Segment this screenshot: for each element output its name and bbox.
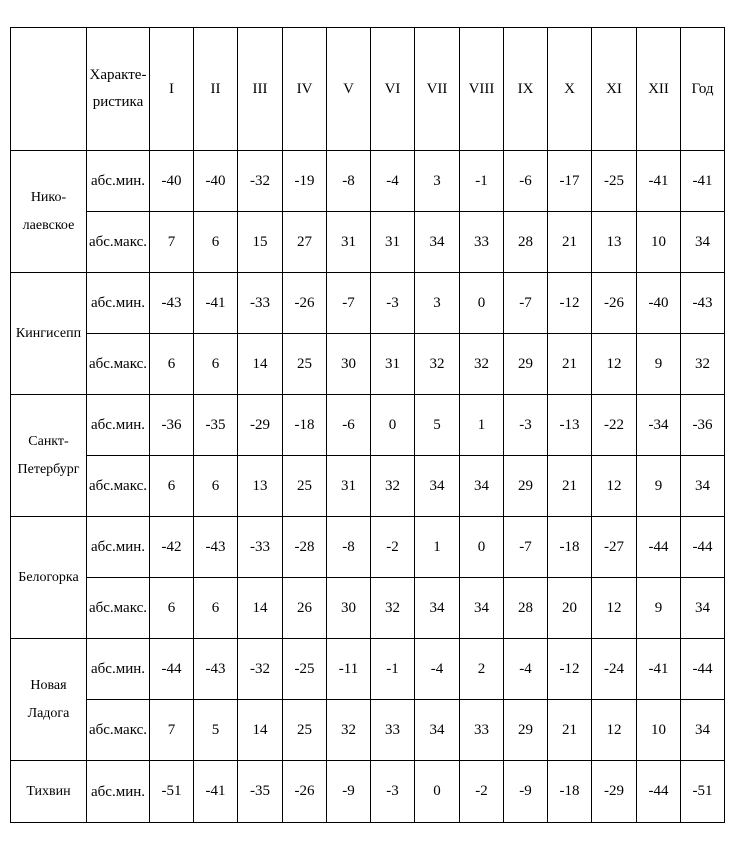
month-value-cell: 32 <box>460 334 504 395</box>
month-value-cell: -51 <box>150 761 194 823</box>
month-value-cell: -6 <box>504 151 548 212</box>
month-value-cell: 21 <box>548 212 592 273</box>
year-value-cell: -44 <box>681 517 725 578</box>
month-value-cell: 20 <box>548 578 592 639</box>
month-value-cell: -17 <box>548 151 592 212</box>
characteristic-cell: абс.макс. <box>87 456 150 517</box>
month-value-cell: 34 <box>415 456 460 517</box>
month-value-cell: -28 <box>283 517 327 578</box>
month-value-cell: 32 <box>327 700 371 761</box>
month-value-cell: -36 <box>150 395 194 456</box>
characteristic-cell: абс.мин. <box>87 273 150 334</box>
month-value-cell: 12 <box>592 700 637 761</box>
month-value-cell: 21 <box>548 456 592 517</box>
month-value-cell: -26 <box>283 273 327 334</box>
month-value-cell: -26 <box>283 761 327 823</box>
month-value-cell: -41 <box>637 151 681 212</box>
month-value-cell: -26 <box>592 273 637 334</box>
month-value-cell: -32 <box>238 151 283 212</box>
station-name-cell: Новая Ладога <box>11 639 87 761</box>
table-row <box>11 212 725 273</box>
month-value-cell: 25 <box>283 700 327 761</box>
month-value-cell: -34 <box>637 395 681 456</box>
month-value-cell: 32 <box>415 334 460 395</box>
month-value-cell: 0 <box>415 761 460 823</box>
table-row <box>11 334 725 395</box>
year-value-cell: 34 <box>681 456 725 517</box>
month-value-cell: 10 <box>637 700 681 761</box>
month-value-cell: 27 <box>283 212 327 273</box>
month-value-cell: 9 <box>637 456 681 517</box>
month-value-cell: -41 <box>637 639 681 700</box>
year-value-cell: -51 <box>681 761 725 823</box>
table-row <box>11 151 725 212</box>
month-value-cell: -6 <box>327 395 371 456</box>
month-value-cell: 31 <box>327 212 371 273</box>
month-value-cell: 31 <box>327 456 371 517</box>
month-value-cell: -8 <box>327 517 371 578</box>
characteristic-cell: абс.макс. <box>87 212 150 273</box>
month-value-cell: 0 <box>460 273 504 334</box>
month-value-cell: 28 <box>504 578 548 639</box>
month-value-cell: -18 <box>548 761 592 823</box>
month-header: VI <box>371 28 415 151</box>
month-value-cell: 12 <box>592 334 637 395</box>
characteristic-cell: абс.макс. <box>87 578 150 639</box>
month-value-cell: 7 <box>150 700 194 761</box>
month-value-cell: -4 <box>504 639 548 700</box>
month-value-cell: -44 <box>150 639 194 700</box>
characteristic-cell: абс.мин. <box>87 639 150 700</box>
month-value-cell: -41 <box>194 761 238 823</box>
month-value-cell: -44 <box>637 761 681 823</box>
table-row <box>11 761 725 823</box>
month-value-cell: -41 <box>194 273 238 334</box>
month-value-cell: -1 <box>371 639 415 700</box>
month-value-cell: -35 <box>194 395 238 456</box>
month-value-cell: -13 <box>548 395 592 456</box>
month-value-cell: -4 <box>371 151 415 212</box>
station-name-cell: Кингисепп <box>11 273 87 395</box>
year-value-cell: 34 <box>681 700 725 761</box>
station-header-cell <box>11 28 87 151</box>
month-value-cell: 32 <box>371 578 415 639</box>
month-header: XII <box>637 28 681 151</box>
month-header: VIII <box>460 28 504 151</box>
month-value-cell: 1 <box>415 517 460 578</box>
month-value-cell: 6 <box>194 578 238 639</box>
month-value-cell: 29 <box>504 334 548 395</box>
month-value-cell: -24 <box>592 639 637 700</box>
month-value-cell: -27 <box>592 517 637 578</box>
climate-extremes-table <box>10 27 725 823</box>
month-value-cell: -32 <box>238 639 283 700</box>
month-value-cell: 25 <box>283 456 327 517</box>
month-value-cell: -3 <box>371 273 415 334</box>
month-value-cell: 6 <box>194 334 238 395</box>
month-value-cell: 13 <box>238 456 283 517</box>
year-value-cell: 32 <box>681 334 725 395</box>
table-row <box>11 517 725 578</box>
month-value-cell: -29 <box>592 761 637 823</box>
characteristic-header: Характе-ристика <box>87 28 150 151</box>
month-value-cell: -18 <box>283 395 327 456</box>
month-header: IV <box>283 28 327 151</box>
month-value-cell: -33 <box>238 273 283 334</box>
month-value-cell: -25 <box>592 151 637 212</box>
month-value-cell: -7 <box>504 273 548 334</box>
month-value-cell: 31 <box>371 212 415 273</box>
station-name-cell: Тихвин <box>11 761 87 823</box>
year-value-cell: 34 <box>681 212 725 273</box>
month-value-cell: -19 <box>283 151 327 212</box>
month-value-cell: -2 <box>460 761 504 823</box>
month-value-cell: -18 <box>548 517 592 578</box>
month-value-cell: -8 <box>327 151 371 212</box>
year-value-cell: -43 <box>681 273 725 334</box>
month-value-cell: -43 <box>150 273 194 334</box>
month-value-cell: 3 <box>415 273 460 334</box>
month-value-cell: 31 <box>371 334 415 395</box>
year-header: Год <box>681 28 725 151</box>
table-row <box>11 700 725 761</box>
month-value-cell: 21 <box>548 334 592 395</box>
month-value-cell: 1 <box>460 395 504 456</box>
month-value-cell: -42 <box>150 517 194 578</box>
month-value-cell: 26 <box>283 578 327 639</box>
month-value-cell: 10 <box>637 212 681 273</box>
month-value-cell: 30 <box>327 578 371 639</box>
table-row <box>11 395 725 456</box>
month-value-cell: 9 <box>637 334 681 395</box>
month-value-cell: -4 <box>415 639 460 700</box>
year-value-cell: -36 <box>681 395 725 456</box>
month-value-cell: -7 <box>504 517 548 578</box>
month-value-cell: 28 <box>504 212 548 273</box>
month-header: X <box>548 28 592 151</box>
month-value-cell: 6 <box>194 212 238 273</box>
month-value-cell: 14 <box>238 578 283 639</box>
month-value-cell: -22 <box>592 395 637 456</box>
month-value-cell: 21 <box>548 700 592 761</box>
month-value-cell: -29 <box>238 395 283 456</box>
year-value-cell: -44 <box>681 639 725 700</box>
month-value-cell: 2 <box>460 639 504 700</box>
year-value-cell: -41 <box>681 151 725 212</box>
month-header: I <box>150 28 194 151</box>
month-value-cell: 5 <box>415 395 460 456</box>
month-value-cell: 3 <box>415 151 460 212</box>
month-value-cell: 12 <box>592 578 637 639</box>
month-header: VII <box>415 28 460 151</box>
month-header: V <box>327 28 371 151</box>
month-value-cell: 32 <box>371 456 415 517</box>
month-value-cell: 34 <box>415 700 460 761</box>
month-value-cell: -43 <box>194 517 238 578</box>
year-value-cell: 34 <box>681 578 725 639</box>
month-value-cell: 14 <box>238 700 283 761</box>
month-value-cell: 13 <box>592 212 637 273</box>
month-value-cell: -33 <box>238 517 283 578</box>
table-row <box>11 639 725 700</box>
month-value-cell: -2 <box>371 517 415 578</box>
characteristic-cell: абс.макс. <box>87 700 150 761</box>
month-value-cell: 30 <box>327 334 371 395</box>
month-value-cell: -9 <box>504 761 548 823</box>
station-name-cell: Нико- лаевское <box>11 151 87 273</box>
month-value-cell: 29 <box>504 700 548 761</box>
month-value-cell: 34 <box>460 578 504 639</box>
characteristic-cell: абс.мин. <box>87 395 150 456</box>
month-value-cell: 6 <box>150 334 194 395</box>
month-value-cell: 33 <box>460 212 504 273</box>
month-value-cell: 6 <box>150 456 194 517</box>
month-header: III <box>238 28 283 151</box>
table-row <box>11 578 725 639</box>
month-value-cell: 15 <box>238 212 283 273</box>
month-value-cell: 6 <box>194 456 238 517</box>
month-header: II <box>194 28 238 151</box>
characteristic-cell: абс.мин. <box>87 151 150 212</box>
station-name-cell: Санкт- Петербург <box>11 395 87 517</box>
month-value-cell: -35 <box>238 761 283 823</box>
month-value-cell: 6 <box>150 578 194 639</box>
month-value-cell: 0 <box>460 517 504 578</box>
month-value-cell: -11 <box>327 639 371 700</box>
month-value-cell: 29 <box>504 456 548 517</box>
characteristic-cell: абс.мин. <box>87 517 150 578</box>
month-value-cell: 12 <box>592 456 637 517</box>
month-value-cell: -9 <box>327 761 371 823</box>
month-value-cell: -12 <box>548 273 592 334</box>
month-value-cell: 5 <box>194 700 238 761</box>
characteristic-cell: абс.макс. <box>87 334 150 395</box>
month-value-cell: 14 <box>238 334 283 395</box>
month-value-cell: -40 <box>194 151 238 212</box>
month-value-cell: -40 <box>637 273 681 334</box>
month-value-cell: 33 <box>460 700 504 761</box>
month-value-cell: -3 <box>371 761 415 823</box>
month-value-cell: -7 <box>327 273 371 334</box>
month-value-cell: 34 <box>415 578 460 639</box>
month-value-cell: 7 <box>150 212 194 273</box>
header-row <box>11 28 725 151</box>
month-value-cell: 9 <box>637 578 681 639</box>
month-value-cell: -25 <box>283 639 327 700</box>
month-value-cell: 33 <box>371 700 415 761</box>
month-value-cell: 34 <box>415 212 460 273</box>
month-value-cell: 25 <box>283 334 327 395</box>
month-value-cell: 34 <box>460 456 504 517</box>
table-row <box>11 273 725 334</box>
month-value-cell: -43 <box>194 639 238 700</box>
month-value-cell: -44 <box>637 517 681 578</box>
month-value-cell: -40 <box>150 151 194 212</box>
month-header: XI <box>592 28 637 151</box>
table-row <box>11 456 725 517</box>
station-name-cell: Белогорка <box>11 517 87 639</box>
month-value-cell: -3 <box>504 395 548 456</box>
month-value-cell: -1 <box>460 151 504 212</box>
characteristic-cell: абс.мин. <box>87 761 150 823</box>
month-value-cell: -12 <box>548 639 592 700</box>
month-header: IX <box>504 28 548 151</box>
month-value-cell: 0 <box>371 395 415 456</box>
